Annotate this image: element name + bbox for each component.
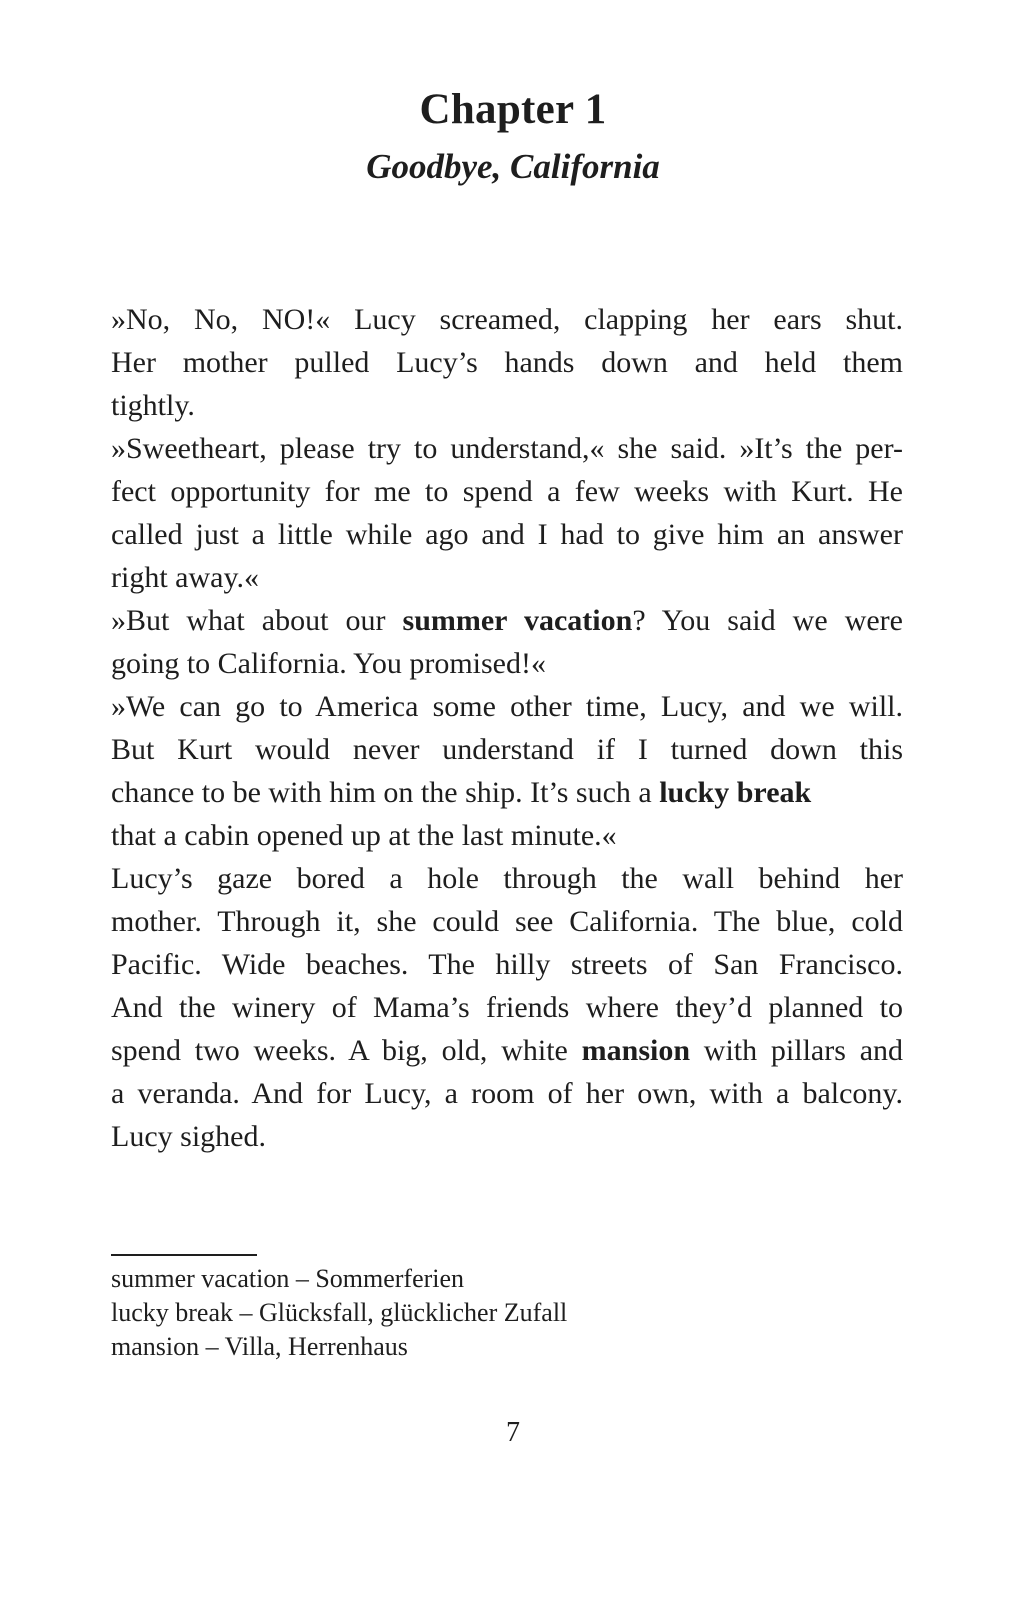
footnotes — [111, 1262, 567, 1364]
text-line: »We can go to America some other time, Lucy, and we will. — [111, 690, 903, 723]
footnote-divider — [111, 1254, 257, 1256]
text-line: Her mother pulled Lucy’s hands down and held them — [111, 346, 903, 379]
text-line: chance to be with him on the ship. It’s such a lucky break — [111, 776, 812, 809]
body-text — [111, 298, 903, 1158]
text-line: called just a little while ago and I had to give him an answer — [111, 518, 903, 551]
glossary-term: lucky break — [659, 776, 812, 809]
text-line: fect opportunity for me to spend a few weeks with Kurt. He — [111, 475, 903, 508]
text-line: Lucy sighed. — [111, 1120, 266, 1153]
text-line: Lucy’s gaze bored a hole through the wall behind her — [111, 862, 903, 895]
text-line: right away.« — [111, 561, 260, 594]
glossary-term: summer vacation — [402, 604, 633, 637]
text-line: Pacific. Wide beaches. The hilly streets of San Francisco. — [111, 948, 903, 981]
chapter-number: Chapter 1 — [419, 86, 607, 133]
chapter-title: Goodbye, California — [366, 147, 660, 186]
text-line: tightly. — [111, 389, 195, 422]
footnote: lucky break – Glücksfall, glücklicher Zufall — [111, 1298, 568, 1327]
text-line: But Kurt would never understand if I turned down this — [111, 733, 903, 766]
text-line: »Sweetheart, please try to understand,« she said. »It’s the per- — [111, 432, 903, 465]
text-line: that a cabin opened up at the last minute.« — [111, 819, 617, 852]
text-line: spend two weeks. A big, old, white mansion with pillars and — [111, 1034, 904, 1067]
footnote: mansion – Villa, Herrenhaus — [111, 1332, 408, 1361]
page-number: 7 — [506, 1417, 520, 1448]
footnote: summer vacation – Sommerferien — [111, 1264, 465, 1293]
text-line: »No, No, NO!« Lucy screamed, clapping her ears shut. — [111, 303, 903, 336]
glossary-term: mansion — [581, 1034, 691, 1067]
text-line: mother. Through it, she could see California. The blue, cold — [111, 905, 903, 938]
text-line: going to California. You promised!« — [111, 647, 546, 680]
text-line: a veranda. And for Lucy, a room of her own, with a balcony. — [111, 1077, 903, 1110]
text-line: »But what about our summer vacation? You said we were — [111, 604, 903, 637]
text-line: And the winery of Mama’s friends where they’d planned to — [111, 991, 903, 1024]
